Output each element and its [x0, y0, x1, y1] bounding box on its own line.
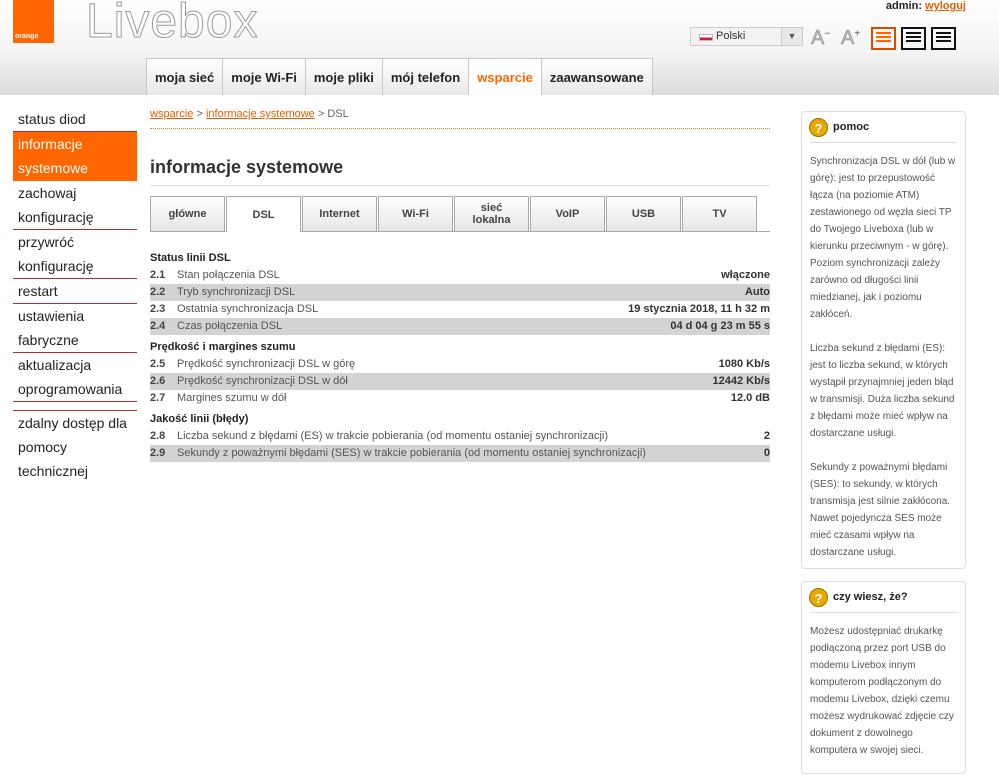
row-label: Tryb synchronizacji DSL [177, 286, 296, 298]
row-number: 2.5 [150, 358, 166, 370]
tip-panel-body [802, 613, 965, 767]
row-number: 2.7 [150, 392, 166, 404]
question-mark-icon: ? [809, 118, 828, 137]
tab-dsl[interactable]: DSL [226, 196, 301, 232]
row-number: 2.3 [150, 303, 166, 315]
tab-siec-lokalna[interactable]: sieć lokalna [454, 196, 529, 231]
row-number: 2.9 [150, 447, 166, 459]
logout-link[interactable]: wyloguj [925, 0, 966, 12]
page-title: informacje systemowe [150, 157, 770, 186]
sidebar-item-status-diod[interactable]: status diod [13, 107, 137, 132]
info-row [150, 390, 770, 407]
row-number: 2.2 [150, 286, 166, 298]
info-row [150, 267, 770, 284]
info-row [150, 356, 770, 373]
row-label: Prędkość synchronizacji DSL w dół [177, 375, 348, 387]
row-label: Margines szumu w dół [177, 392, 287, 404]
help-paragraph: Sekundy z poważnymi błędami (SES): to sekundy, w których transmisja jest silnie zakłócona. Nawet pojedyncza SES może mieć czasami wpływ na dostarczane usługi. [810, 462, 951, 558]
nav-wsparcie[interactable]: wsparcie [468, 58, 542, 95]
row-value: 12.0 dB [730, 392, 770, 404]
main-nav [146, 58, 652, 95]
info-row [150, 318, 770, 335]
sidebar-item-zachowaj-konfiguracje[interactable]: zachowaj konfigurację [13, 181, 137, 230]
font-decrease-icon[interactable]: A− [811, 27, 831, 49]
info-row [150, 428, 770, 445]
language-select[interactable] [690, 27, 803, 46]
row-value: 0 [763, 447, 770, 459]
row-label: Prędkość synchronizacji DSL w górę [177, 358, 356, 370]
help-paragraph: Synchronizacja DSL w dół (lub w górę): jest to przepustowość łącza (na poziomie ATM) zestawionego od węzła sieci TP do Twojego Liveboxa (lub w kierunku przeciwnym - w górę). Poziom synchronizacji zależy zarówno od długości linii miedzianej, jak i poziomu zakłóceń. [810, 156, 956, 320]
section-title: Jakość linii (błędy) [150, 413, 249, 425]
nav-zaawansowane[interactable]: zaawansowane [541, 58, 653, 95]
main-content [150, 108, 770, 462]
poland-flag-icon [699, 34, 713, 41]
layout-wide-icon[interactable] [931, 27, 956, 50]
section-title: Prędkość i margines szumu [150, 341, 296, 353]
nav-moj-telefon[interactable]: mój telefon [382, 58, 469, 95]
row-label: Stan połączenia DSL [177, 269, 280, 281]
sidebar-item-przywroc-konfiguracje[interactable]: przywróć konfigurację [13, 230, 137, 279]
tip-paragraph: Możesz udostępniać drukarkę podłączoną przez port USB do modemu Livebox innym komputerom podłączonym do modemu Livebox, dzięki czemu możesz wydrukować zdjęcie czy dokument z dowolnego komputera w swojej sieci. [810, 626, 954, 756]
row-value: 19 stycznia 2018, 11 h 32 m [628, 303, 770, 315]
nav-moje-pliki[interactable]: moje pliki [305, 58, 383, 95]
language-value: Polski [716, 30, 746, 42]
section-title: Status linii DSL [150, 252, 231, 264]
breadcrumb [150, 108, 770, 129]
tab-glowne[interactable]: główne [150, 196, 225, 231]
sidebar [13, 107, 137, 483]
info-row [150, 373, 770, 390]
row-label: Czas połączenia DSL [177, 320, 283, 332]
breadcrumb-link-informacje[interactable]: informacje systemowe [205, 108, 315, 120]
sidebar-item-ustawienia-fabryczne[interactable]: ustawienia fabryczne [13, 304, 137, 353]
help-panel [801, 111, 966, 569]
tab-wifi[interactable]: Wi-Fi [378, 196, 453, 231]
tip-panel [801, 581, 966, 774]
layout-narrow-icon[interactable] [871, 27, 896, 50]
nav-moje-wifi[interactable]: moje Wi-Fi [222, 58, 306, 95]
app-title: Livebox [86, 0, 259, 48]
info-row [150, 284, 770, 301]
breadcrumb-current: DSL [327, 108, 349, 120]
row-number: 2.4 [150, 320, 166, 332]
tab-voip[interactable]: VoIP [530, 196, 605, 231]
tab-usb[interactable]: USB [606, 196, 681, 231]
tip-panel-title: czy wiesz, że? [833, 591, 908, 603]
user-label: admin: [885, 0, 922, 12]
breadcrumb-separator: > [196, 108, 203, 120]
row-value: 04 d 04 g 23 m 55 s [670, 320, 770, 332]
sidebar-item-informacje-systemowe[interactable]: informacje systemowe [13, 132, 137, 181]
row-label: Liczba sekund z błędami (ES) w trakcie pobierania (od momentu ostaniej synchronizacji) [177, 430, 609, 442]
info-row [150, 301, 770, 318]
row-value: włączone [721, 269, 770, 281]
logo-text: orange [15, 33, 39, 40]
question-mark-icon: ? [809, 588, 828, 607]
sidebar-item-aktualizacja[interactable]: aktualizacja oprogramowania [13, 353, 137, 402]
row-value: 1080 Kb/s [718, 358, 770, 370]
row-value: Auto [744, 286, 770, 298]
font-increase-icon[interactable]: A+ [841, 27, 861, 49]
header [0, 0, 999, 95]
help-panel-title: pomoc [833, 121, 870, 133]
row-number: 2.6 [150, 375, 166, 387]
tab-bar [150, 196, 770, 232]
layout-medium-icon[interactable] [901, 27, 926, 50]
row-label: Sekundy z poważnymi błędami (SES) w trakcie pobierania (od momentu ostaniej synchronizacji) [177, 447, 646, 459]
chevron-down-icon: ▼ [781, 28, 802, 45]
help-panel-header [810, 112, 957, 143]
tip-panel-header [810, 582, 957, 613]
help-panel-body [802, 143, 965, 569]
orange-logo[interactable] [13, 0, 54, 43]
row-number: 2.1 [150, 269, 166, 281]
row-value: 2 [763, 430, 770, 442]
breadcrumb-separator: > [317, 108, 325, 120]
info-row [150, 445, 770, 462]
tab-tv[interactable]: TV [682, 196, 757, 231]
sidebar-item-restart[interactable]: restart [13, 279, 137, 304]
row-label: Ostatnia synchronizacja DSL [177, 303, 319, 315]
sidebar-item-zdalny-dostep[interactable]: zdalny dostęp dla pomocy technicznej [13, 410, 137, 483]
tab-internet[interactable]: Internet [302, 196, 377, 231]
user-area [886, 0, 966, 12]
row-number: 2.8 [150, 430, 166, 442]
row-value: 12442 Kb/s [712, 375, 770, 387]
breadcrumb-link-wsparcie[interactable]: wsparcie [150, 108, 194, 120]
help-paragraph: Liczba sekund z błędami (ES): jest to liczba sekund, w których wystąpił przynajmniej jeden błąd w transmisji. Duża liczba sekund z błędami może mieć wpływ na dostarczane usługi. [810, 343, 955, 439]
nav-moja-siec[interactable]: moja sieć [146, 58, 223, 95]
